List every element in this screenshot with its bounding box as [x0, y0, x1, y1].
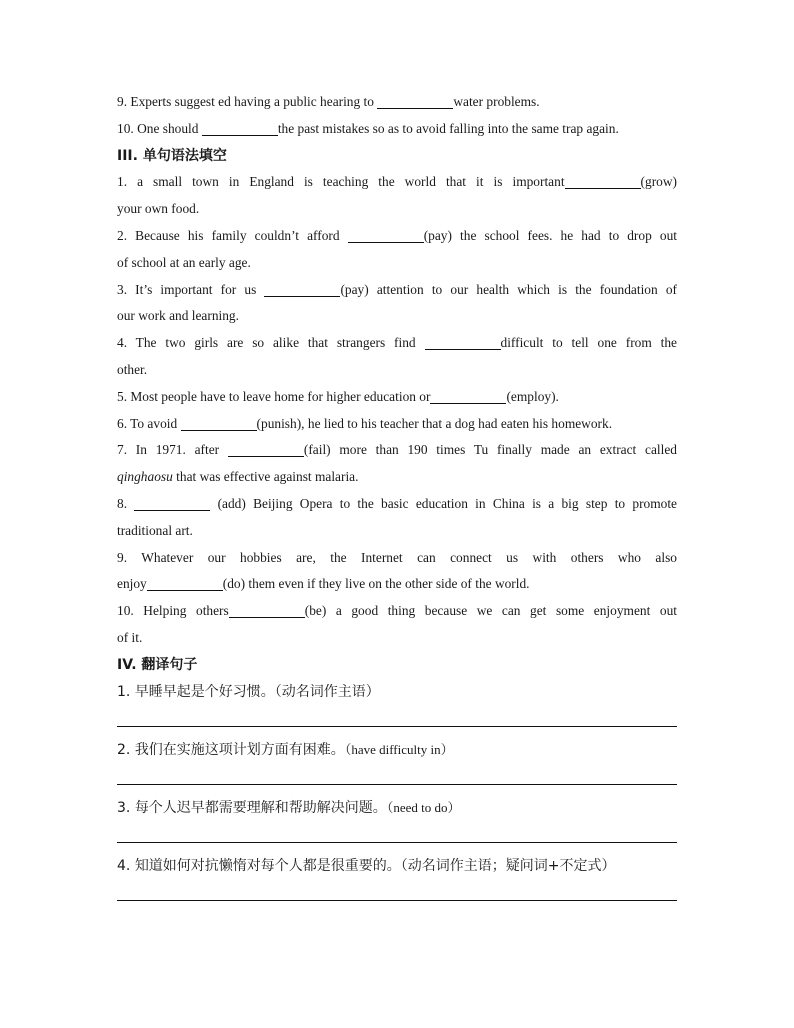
exercise-item-line: of school at an early age.	[117, 254, 251, 270]
exercise-item-line: of it.	[117, 629, 143, 645]
item-text: (pay) attention to our health which is the foundation of	[340, 281, 677, 297]
item-text: 7. In 1971. after	[117, 442, 228, 458]
sentence-item	[117, 116, 677, 143]
translation-item	[117, 737, 677, 795]
exercise-item-line: traditional art.	[117, 522, 193, 538]
exercise-item-line	[117, 169, 677, 196]
worksheet-content	[117, 89, 677, 911]
exercise-item-line	[117, 411, 677, 438]
item-text: (do) them even if they live on the other side of the world.	[222, 576, 530, 592]
answer-blank[interactable]	[430, 389, 506, 404]
item-number: 4.	[117, 857, 131, 874]
item-text: (grow)	[640, 174, 677, 190]
item-text: difficult to tell one from the	[500, 335, 677, 351]
answer-blank[interactable]	[377, 94, 453, 109]
answer-line[interactable]	[117, 784, 677, 785]
item-text: (fail) more than 190 times Tu finally made an extract called	[303, 442, 677, 458]
answer-blank[interactable]	[348, 228, 424, 243]
item-text: 3. It’s important for us	[117, 281, 265, 297]
item-number: 3.	[117, 799, 131, 816]
grammar-hint: （need to do）	[386, 799, 461, 815]
exercise-item-line: other.	[117, 361, 148, 377]
item-text: (pay) the school fees. he had to drop out	[423, 227, 677, 243]
sentence-text: 9. Experts suggest ed having a public hearing to	[117, 94, 378, 109]
section-heading: IV. 翻译句子	[117, 656, 198, 673]
answer-line[interactable]	[117, 726, 677, 727]
exercise-item-line: your own food.	[117, 201, 200, 217]
exercise-item-line	[117, 384, 677, 411]
italic-term: qinghaosu	[117, 469, 173, 485]
item-text: enjoy	[117, 576, 147, 592]
exercise-item-line	[117, 464, 677, 491]
item-text: (punish), he lied to his teacher that a dog had eaten his homework.	[256, 415, 613, 431]
item-text: that was effective against malaria.	[172, 469, 359, 485]
translation-item	[117, 679, 677, 737]
exercise-item-line	[117, 571, 677, 598]
item-text: 10. Helping others	[117, 603, 229, 619]
item-text: 6. To avoid	[117, 415, 181, 431]
chinese-sentence: 每个人迟早都需要理解和帮助解决问题。	[134, 799, 387, 816]
answer-blank[interactable]	[228, 442, 304, 457]
answer-blank[interactable]	[229, 603, 305, 618]
answer-blank[interactable]	[264, 282, 340, 297]
item-text: 5. Most people have to leave home for higher education or	[117, 388, 431, 404]
exercise-item-line	[117, 277, 677, 304]
exercise-item-line: 9. Whatever our hobbies are, the Internet can connect us with others who also	[117, 549, 677, 565]
answer-line[interactable]	[117, 842, 677, 843]
item-text: 2. Because his family couldn’t afford	[117, 227, 348, 243]
answer-blank[interactable]	[565, 174, 641, 189]
answer-blank[interactable]	[202, 121, 278, 136]
exercise-item-line	[117, 598, 677, 625]
grammar-hint: （have difficulty in）	[344, 741, 454, 757]
sentence-text: 10. One should	[117, 120, 202, 136]
answer-blank[interactable]	[425, 335, 501, 350]
item-text: (add) Beijing Opera to the basic education in China is a big step to promote	[210, 495, 677, 511]
chinese-sentence: 知道如何对抗懒惰对每个人都是很重要的。（动名词作主语；疑问词+不定式）	[134, 857, 616, 874]
exercise-item-line	[117, 223, 677, 250]
translation-item	[117, 795, 677, 853]
answer-line[interactable]	[117, 900, 677, 901]
answer-blank[interactable]	[134, 496, 210, 511]
item-number: 2.	[117, 741, 131, 758]
exercise-item-line: our work and learning.	[117, 308, 239, 324]
sentence-text: water problems.	[453, 94, 540, 109]
chinese-sentence: 早睡早起是个好习惯。（动名词作主语）	[134, 683, 380, 700]
exercise-item-line	[117, 491, 677, 518]
item-text: 8.	[117, 495, 135, 511]
item-number: 1.	[117, 683, 131, 700]
section-heading: III. 单句语法填空	[117, 147, 227, 164]
item-text: (employ).	[506, 388, 559, 404]
answer-blank[interactable]	[147, 576, 223, 591]
answer-blank[interactable]	[181, 416, 257, 431]
exercise-item-line	[117, 330, 677, 357]
sentence-item	[117, 89, 677, 116]
item-text: 4. The two girls are so alike that strangers find	[117, 335, 425, 351]
item-text: (be) a good thing because we can get some enjoyment out	[304, 603, 677, 619]
item-text: 1. a small town in England is teaching the world that it is important	[117, 174, 565, 190]
sentence-text: the past mistakes so as to avoid falling into the same trap again.	[277, 120, 619, 136]
chinese-sentence: 我们在实施这项计划方面有困难。	[134, 741, 345, 758]
exercise-item-line	[117, 437, 677, 464]
translation-item	[117, 853, 677, 911]
